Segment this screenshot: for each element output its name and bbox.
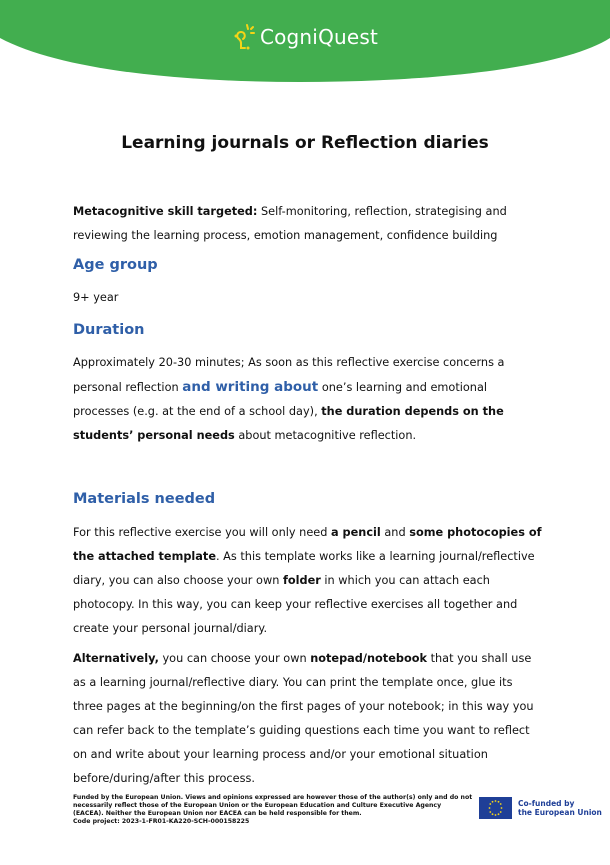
duration-section: [73, 318, 543, 448]
brand-logo: [0, 22, 610, 52]
age-group-heading: Age group: [73, 257, 158, 273]
skill-paragraph: [73, 200, 543, 248]
materials-text: you can choose your own: [158, 652, 311, 665]
footer-disclaimer: [73, 794, 473, 826]
age-group-value: 9+ year: [73, 291, 119, 304]
materials-text: For this reflective exercise you will only need: [73, 526, 331, 539]
materials-bold: notepad/notebook: [310, 652, 427, 665]
materials-bold: some photocopies of the attached template: [73, 526, 542, 563]
materials-heading: Materials needed: [73, 491, 216, 507]
lightbulb-person-icon: [232, 22, 258, 52]
page-title: Learning journals or Reflection diaries: [121, 133, 489, 153]
materials-text: that you shall use as a learning journal/reflective diary. You can print the template once, glue its three pages at the beginning/on the first pages of your notebook; in this way you can refer back to the template’s guiding questions each time you want to reflect on and write about your learning process and/or your emotional situation before/during/after this process.: [73, 652, 534, 785]
materials-bold: Alternatively,: [73, 652, 159, 665]
materials-text: in which you can attach each photocopy. In this way, you can keep your reflective exercises all together and create your personal journal/diary.: [73, 574, 518, 635]
skill-text: Self-monitoring, reflection, strategising and reviewing the learning process, emotion management, confidence building: [73, 205, 507, 242]
skill-section: [73, 200, 543, 248]
materials-bold: a pencil: [330, 526, 381, 539]
duration-text-2: one’s learning and emotional processes (e.g. at the end of a school day),: [73, 381, 488, 418]
duration-paragraph: [73, 351, 543, 448]
materials-paragraph-1: [73, 521, 543, 641]
duration-text-1: Approximately 20-30 minutes; As soon as this reflective exercise concerns a personal reflection: [73, 356, 505, 394]
materials-section: [73, 487, 543, 791]
duration-bold: the duration depends on the students’ personal needs: [73, 405, 504, 442]
brand-name: CogniQuest: [259, 25, 379, 49]
project-code: Code project: 2023-1-FR01-KA220-SCH-000158225: [73, 818, 250, 825]
eu-flag-icon: [479, 797, 512, 819]
materials-text: . As this template works like a learning journal/reflective diary, you can also choose your own: [73, 550, 535, 587]
eu-line-1: Co-funded by: [518, 799, 575, 808]
materials-text: and: [380, 526, 410, 539]
age-group-section: [73, 253, 543, 310]
duration-heading: Duration: [73, 322, 145, 338]
duration-highlight: and writing about: [182, 379, 319, 395]
disclaimer-text: Funded by the European Union. Views and opinions expressed are however those of the author(s) only and do not necessarily reflect those of the European Union or the European Education and Culture Executive Agency (EACEA). Neither the European Union nor EACEA can be held responsible for them.: [73, 794, 473, 817]
eu-cofunded-text: [518, 799, 602, 817]
materials-paragraph-2: [73, 647, 543, 791]
materials-bold: folder: [282, 574, 321, 587]
duration-text-3: about metacognitive reflection.: [234, 429, 417, 442]
eu-cofunded-badge: [479, 797, 602, 819]
skill-label: Metacognitive skill targeted:: [73, 205, 258, 218]
eu-line-2: the European Union: [518, 808, 602, 817]
